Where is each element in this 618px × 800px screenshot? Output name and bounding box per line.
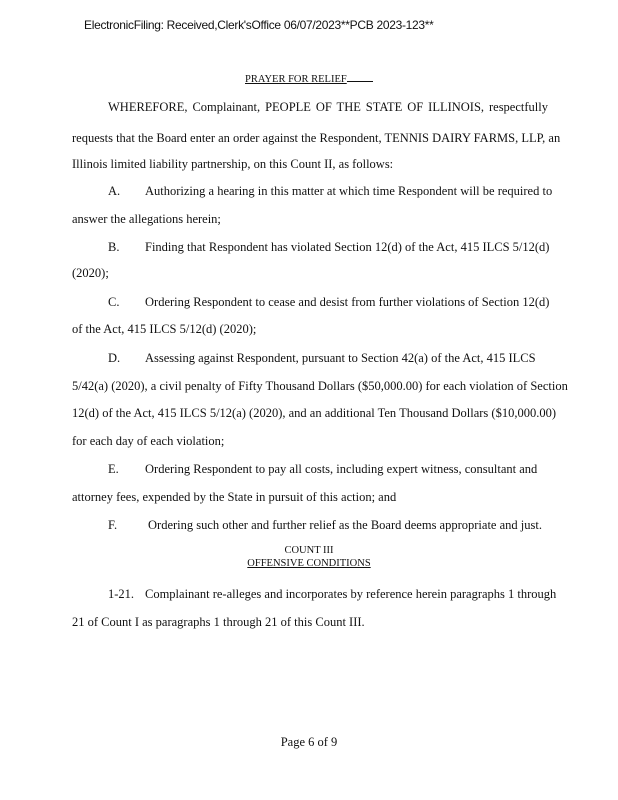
item-d-line-2: 5/42(a) (2020), a civil penalty of Fifty Thousand Dollars ($50,000.00) for each violation of Section — [72, 379, 568, 393]
filing-stamp: ElectronicFiling: Received,Clerk'sOffice 06/07/2023**PCB 2023-123** — [84, 18, 434, 32]
prayer-heading: PRAYER FOR RELIEF — [245, 72, 373, 85]
item-e-line-1: Ordering Respondent to pay all costs, including expert witness, consultant and — [145, 462, 538, 476]
item-d-line-1: Assessing against Respondent, pursuant to Section 42(a) of the Act, 415 ILCS — [145, 351, 536, 365]
item-b-line-1: Finding that Respondent has violated Section 12(d) of the Act, 415 ILCS 5/12(d) — [145, 240, 550, 254]
intro-line-1: WHEREFORE, Complainant, PEOPLE OF THE STATE OF ILLINOIS, respectfully — [108, 100, 548, 114]
item-d-line-3: 12(d) of the Act, 415 ILCS 5/12(a) (2020), and an additional Ten Thousand Dollars ($10,000.00) — [72, 406, 556, 420]
item-f-line-1: Ordering such other and further relief as the Board deems appropriate and just. — [148, 518, 542, 532]
page-number: Page 6 of 9 — [280, 735, 338, 749]
intro-line-3: Illinois limited liability partnership, on this Count II, as follows: — [72, 157, 394, 171]
para-line-1: Complainant re-alleges and incorporates by reference herein paragraphs 1 through — [145, 587, 557, 601]
item-label-c: C. — [108, 295, 120, 309]
item-b-line-2: (2020); — [72, 266, 109, 280]
item-e-line-2: attorney fees, expended by the State in pursuit of this action; and — [72, 490, 397, 504]
count-subtitle: OFFENSIVE CONDITIONS — [247, 558, 371, 569]
item-d-line-4: for each day of each violation; — [72, 434, 225, 448]
item-label-a: A. — [108, 184, 121, 198]
item-label-d: D. — [108, 351, 121, 365]
item-label-e: E. — [108, 462, 119, 476]
intro-line-2: requests that the Board enter an order against the Respondent, TENNIS DAIRY FARMS, LLP, an — [72, 131, 561, 145]
item-a-line-1: Authorizing a hearing in this matter at which time Respondent will be required to — [145, 184, 553, 198]
para-line-2: 21 of Count I as paragraphs 1 through 21 of this Count III. — [72, 615, 365, 629]
item-a-line-2: answer the allegations herein; — [72, 212, 221, 226]
item-c-line-2: of the Act, 415 ILCS 5/12(d) (2020); — [72, 322, 257, 336]
para-label: 1-21. — [108, 587, 135, 601]
item-c-line-1: Ordering Respondent to cease and desist from further violations of Section 12(d) — [145, 295, 550, 309]
item-label-f: F. — [108, 518, 118, 532]
count-title: COUNT III — [284, 545, 334, 556]
item-label-b: B. — [108, 240, 120, 254]
